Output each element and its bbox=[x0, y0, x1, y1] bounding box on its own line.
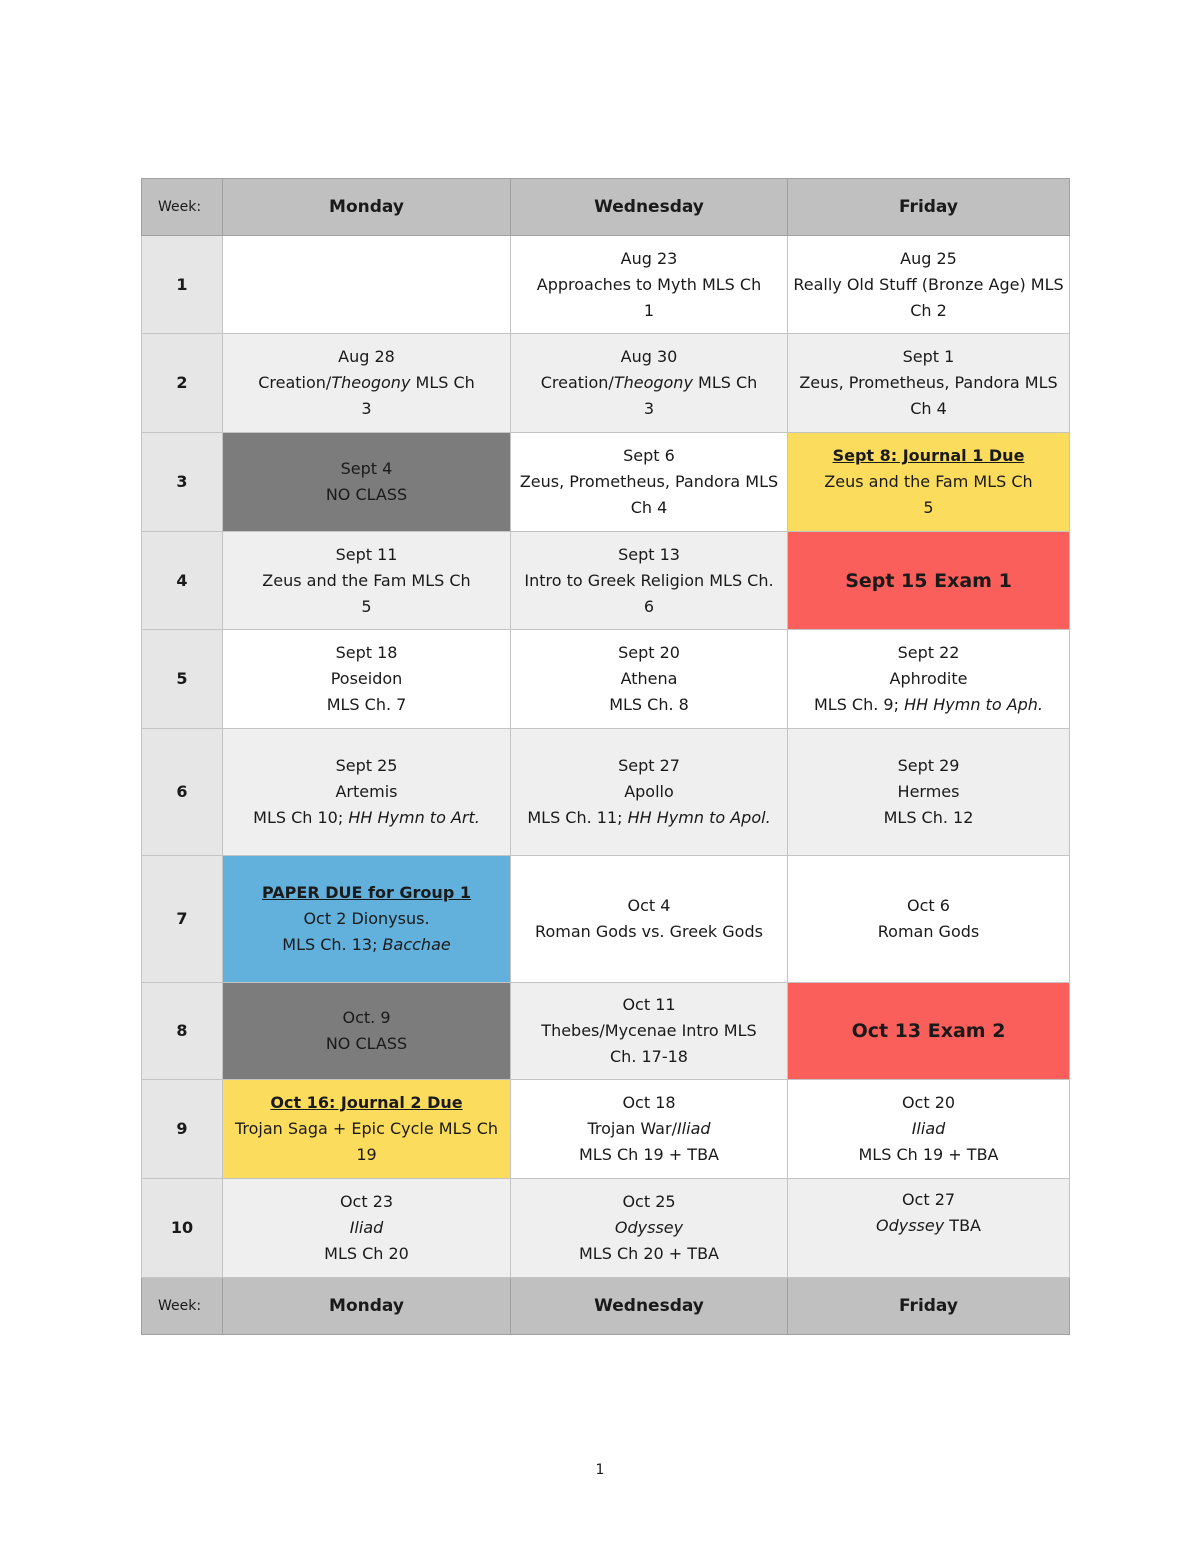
cell-date: Oct 4 bbox=[627, 896, 671, 915]
cell-topic: Oct 2 Dionysus. bbox=[303, 909, 430, 928]
journal-due-label: Sept 8: Journal 1 Due bbox=[832, 446, 1025, 465]
friday-cell-exam bbox=[788, 532, 1070, 630]
week-row-6 bbox=[142, 729, 1070, 856]
course-schedule-table bbox=[141, 178, 1070, 1335]
cell-date: Sept 18 bbox=[335, 643, 398, 662]
monday-cell-no-class bbox=[223, 433, 511, 532]
cell-topic: Intro to Greek Religion MLS Ch. bbox=[524, 570, 774, 590]
week-number: 6 bbox=[142, 729, 223, 856]
cell-date: Sept 25 bbox=[335, 756, 398, 775]
wednesday-cell bbox=[511, 630, 788, 729]
week-number: 5 bbox=[142, 630, 223, 729]
friday-cell-exam bbox=[788, 983, 1070, 1080]
week-row-1 bbox=[142, 236, 1070, 334]
monday-cell-paper-due bbox=[223, 856, 511, 983]
cell-topic: Approaches to Myth MLS Ch bbox=[536, 274, 762, 294]
cell-topic: Thebes/Mycenae Intro MLS bbox=[541, 1021, 757, 1040]
cell-reading: 19 bbox=[356, 1145, 377, 1164]
monday-cell bbox=[223, 334, 511, 433]
friday-cell bbox=[788, 1179, 1070, 1278]
cell-date: Oct 27 bbox=[901, 1190, 956, 1209]
wednesday-cell bbox=[511, 236, 788, 334]
cell-topic: Trojan War/Iliad bbox=[587, 1119, 711, 1138]
friday-cell bbox=[788, 1080, 1070, 1179]
monday-cell-no-class bbox=[223, 983, 511, 1080]
cell-date: Aug 25 bbox=[900, 248, 957, 268]
cell-reading: Ch 4 bbox=[910, 399, 947, 418]
cell-topic: Athena bbox=[620, 669, 678, 688]
cell-date: Oct. 9 bbox=[342, 1008, 391, 1027]
wednesday-cell bbox=[511, 1080, 788, 1179]
cell-topic: Iliad bbox=[349, 1218, 384, 1237]
cell-topic: Apollo bbox=[624, 782, 674, 801]
friday-cell bbox=[788, 630, 1070, 729]
cell-reading: MLS Ch 19 + TBA bbox=[579, 1145, 719, 1164]
cell-reading: MLS Ch. 8 bbox=[609, 695, 689, 714]
week-number: 1 bbox=[142, 236, 223, 334]
page-number: 1 bbox=[595, 1462, 605, 1478]
cell-topic: Poseidon bbox=[330, 669, 403, 688]
footer-row bbox=[142, 1278, 1070, 1335]
cell-reading: MLS Ch. 11; HH Hymn to Apol. bbox=[527, 808, 771, 827]
week-number: 4 bbox=[142, 532, 223, 630]
monday-cell bbox=[223, 630, 511, 729]
cell-reading: MLS Ch. 13; Bacchae bbox=[282, 935, 451, 954]
cell-topic: Creation/Theogony MLS Ch bbox=[540, 373, 758, 392]
footer-week: Week: bbox=[142, 1278, 223, 1335]
cell-topic: Really Old Stuff (Bronze Age) MLS bbox=[793, 274, 1064, 294]
paper-due-label: PAPER DUE for Group 1 bbox=[262, 883, 471, 902]
cell-topic: Artemis bbox=[335, 782, 398, 801]
cell-reading: MLS Ch 10; HH Hymn to Art. bbox=[253, 808, 480, 827]
cell-reading: 5 bbox=[361, 596, 372, 616]
cell-reading: MLS Ch. 9; HH Hymn to Aph. bbox=[813, 695, 1044, 714]
cell-reading: 6 bbox=[643, 596, 655, 616]
cell-date: Sept 6 bbox=[623, 446, 675, 465]
friday-cell bbox=[788, 729, 1070, 856]
header-friday: Friday bbox=[788, 179, 1070, 236]
cell-reading: Ch. 17-18 bbox=[610, 1047, 688, 1066]
cell-date: Sept 1 bbox=[902, 347, 955, 366]
week-row-7 bbox=[142, 856, 1070, 983]
friday-cell-journal-due bbox=[788, 433, 1070, 532]
cell-reading: 3 bbox=[361, 399, 372, 418]
week-number: 3 bbox=[142, 433, 223, 532]
cell-topic: Odyssey TBA bbox=[876, 1216, 981, 1235]
cell-date: Aug 28 bbox=[338, 347, 395, 366]
week-row-4 bbox=[142, 532, 1070, 630]
monday-cell bbox=[223, 1179, 511, 1278]
cell-topic: Creation/Theogony MLS Ch bbox=[258, 373, 475, 392]
week-row-2 bbox=[142, 334, 1070, 433]
cell-reading: 5 bbox=[923, 498, 934, 517]
cell-date: Sept 27 bbox=[618, 756, 680, 775]
monday-cell bbox=[223, 532, 511, 630]
journal-due-label: Oct 16: Journal 2 Due bbox=[270, 1093, 463, 1112]
week-row-9 bbox=[142, 1080, 1070, 1179]
wednesday-cell bbox=[511, 856, 788, 983]
wednesday-cell bbox=[511, 433, 788, 532]
cell-date: Oct 25 bbox=[622, 1192, 676, 1211]
cell-date: Oct 20 bbox=[901, 1093, 956, 1112]
cell-date: Sept 29 bbox=[897, 756, 960, 775]
wednesday-cell bbox=[511, 983, 788, 1080]
cell-reading: MLS Ch. 7 bbox=[326, 695, 407, 714]
cell-date: Sept 22 bbox=[897, 643, 960, 662]
header-monday: Monday bbox=[223, 179, 511, 236]
header-week: Week: bbox=[142, 179, 223, 236]
wednesday-cell bbox=[511, 532, 788, 630]
cell-reading: 1 bbox=[643, 300, 655, 320]
exam-label: Sept 15 Exam 1 bbox=[845, 569, 1012, 592]
footer-wednesday: Wednesday bbox=[511, 1278, 788, 1335]
cell-date: Oct 18 bbox=[622, 1093, 676, 1112]
week-row-10 bbox=[142, 1179, 1070, 1278]
cell-topic: Zeus, Prometheus, Pandora MLS bbox=[799, 373, 1058, 392]
cell-date: Oct 6 bbox=[907, 896, 950, 915]
cell-date: Sept 20 bbox=[618, 643, 680, 662]
week-row-8 bbox=[142, 983, 1070, 1080]
week-number: 2 bbox=[142, 334, 223, 433]
no-class-label: NO CLASS bbox=[325, 1034, 408, 1053]
cell-topic: Zeus and the Fam MLS Ch bbox=[824, 472, 1033, 491]
monday-cell bbox=[223, 729, 511, 856]
cell-reading: Ch 4 bbox=[630, 498, 668, 517]
cell-topic: Roman Gods vs. Greek Gods bbox=[535, 922, 763, 941]
cell-date: Sept 4 bbox=[340, 459, 393, 478]
cell-topic: Odyssey bbox=[614, 1218, 684, 1237]
week-number: 8 bbox=[142, 983, 223, 1080]
exam-label: Oct 13 Exam 2 bbox=[851, 1020, 1006, 1042]
no-class-label: NO CLASS bbox=[325, 485, 408, 504]
cell-reading: MLS Ch. 12 bbox=[883, 808, 974, 827]
cell-reading: MLS Ch 20 + TBA bbox=[579, 1244, 719, 1263]
week-number: 10 bbox=[142, 1179, 223, 1278]
cell-topic: Hermes bbox=[897, 782, 960, 801]
cell-topic: Zeus, Prometheus, Pandora MLS bbox=[519, 472, 779, 491]
header-wednesday: Wednesday bbox=[511, 179, 788, 236]
cell-date: Oct 23 bbox=[339, 1192, 394, 1211]
header-row bbox=[142, 179, 1070, 236]
cell-topic: Iliad bbox=[911, 1119, 946, 1138]
wednesday-cell bbox=[511, 729, 788, 856]
monday-cell-journal-due bbox=[223, 1080, 511, 1179]
cell-reading: MLS Ch 19 + TBA bbox=[858, 1145, 999, 1164]
cell-reading: MLS Ch 20 bbox=[324, 1244, 409, 1263]
cell-date: Aug 30 bbox=[620, 347, 678, 366]
week-number: 7 bbox=[142, 856, 223, 983]
cell-topic: Zeus and the Fam MLS Ch bbox=[262, 570, 471, 590]
cell-reading: 3 bbox=[643, 399, 655, 418]
cell-date: Aug 23 bbox=[620, 248, 678, 268]
wednesday-cell bbox=[511, 334, 788, 433]
week-row-5 bbox=[142, 630, 1070, 729]
wednesday-cell bbox=[511, 1179, 788, 1278]
friday-cell bbox=[788, 334, 1070, 433]
friday-cell bbox=[788, 236, 1070, 334]
cell-topic: Trojan Saga + Epic Cycle MLS Ch bbox=[234, 1119, 499, 1138]
cell-date: Oct 11 bbox=[622, 995, 676, 1014]
cell-date: Sept 13 bbox=[618, 544, 680, 564]
cell-reading: Ch 2 bbox=[910, 300, 947, 320]
monday-cell bbox=[223, 236, 511, 334]
footer-monday: Monday bbox=[223, 1278, 511, 1335]
cell-date: Sept 11 bbox=[335, 544, 398, 564]
cell-topic: Roman Gods bbox=[877, 922, 980, 941]
week-number: 9 bbox=[142, 1080, 223, 1179]
footer-friday: Friday bbox=[788, 1278, 1070, 1335]
week-row-3 bbox=[142, 433, 1070, 532]
friday-cell bbox=[788, 856, 1070, 983]
cell-topic: Aphrodite bbox=[889, 669, 968, 688]
